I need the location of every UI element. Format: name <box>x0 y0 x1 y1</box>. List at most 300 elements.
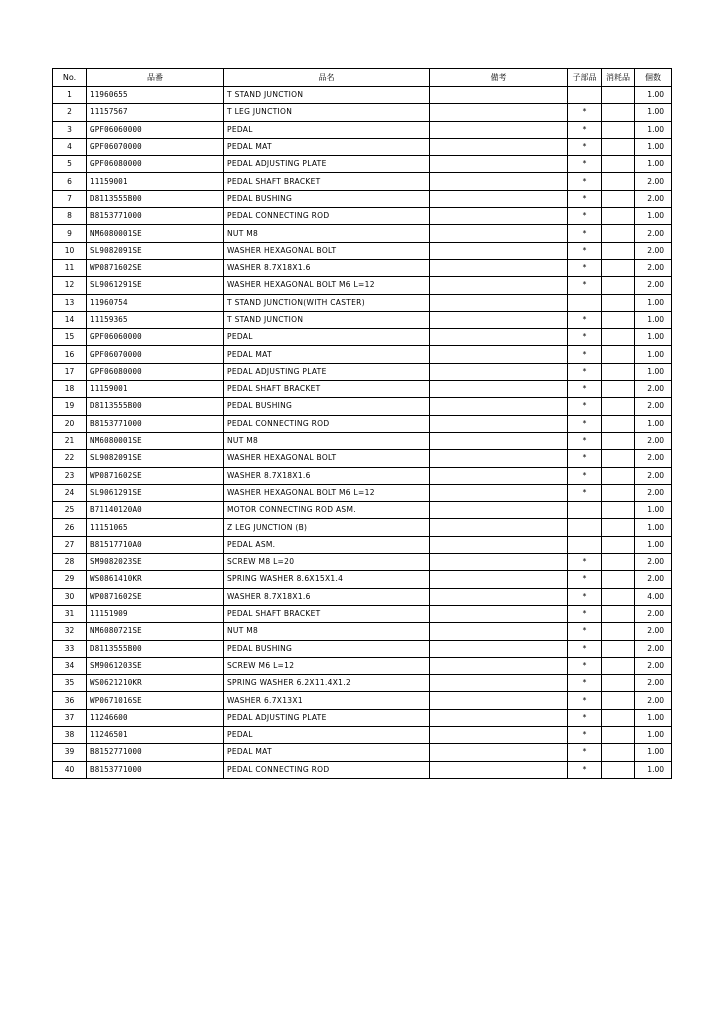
row-number: 2 <box>53 104 87 121</box>
table-row <box>53 554 672 571</box>
table-row <box>53 277 672 294</box>
part-number: 11159365 <box>87 311 224 328</box>
row-number: 8 <box>53 208 87 225</box>
remarks-cell <box>430 346 568 363</box>
consumable-mark <box>602 381 635 398</box>
quantity: 2.00 <box>635 398 672 415</box>
header-quantity: 個数 <box>635 69 672 87</box>
consumable-mark <box>602 519 635 536</box>
quantity: 2.00 <box>635 657 672 674</box>
row-number: 23 <box>53 467 87 484</box>
consumable-mark <box>602 657 635 674</box>
row-number: 32 <box>53 623 87 640</box>
consumable-mark <box>602 104 635 121</box>
consumable-mark <box>602 277 635 294</box>
remarks-cell <box>430 381 568 398</box>
row-number: 18 <box>53 381 87 398</box>
table-row <box>53 709 672 726</box>
quantity: 2.00 <box>635 173 672 190</box>
table-row <box>53 208 672 225</box>
part-number: WP0871602SE <box>87 259 224 276</box>
quantity: 1.00 <box>635 415 672 432</box>
part-number: 11960655 <box>87 87 224 104</box>
part-number: GPF06080000 <box>87 156 224 173</box>
table-row <box>53 398 672 415</box>
sub-part-mark: * <box>568 605 602 622</box>
sub-part-mark: * <box>568 709 602 726</box>
remarks-cell <box>430 484 568 501</box>
remarks-cell <box>430 761 568 778</box>
consumable-mark <box>602 121 635 138</box>
table-row <box>53 675 672 692</box>
part-number: 11159001 <box>87 381 224 398</box>
row-number: 1 <box>53 87 87 104</box>
part-number: SL9082091SE <box>87 242 224 259</box>
table-row <box>53 363 672 380</box>
row-number: 4 <box>53 138 87 155</box>
sub-part-mark <box>568 294 602 311</box>
part-number: WS0861410KR <box>87 571 224 588</box>
table-row <box>53 623 672 640</box>
table-row <box>53 242 672 259</box>
quantity: 1.00 <box>635 346 672 363</box>
remarks-cell <box>430 104 568 121</box>
quantity: 4.00 <box>635 588 672 605</box>
sub-part-mark: * <box>568 554 602 571</box>
part-number: NM6080001SE <box>87 432 224 449</box>
table-row <box>53 225 672 242</box>
consumable-mark <box>602 605 635 622</box>
table-row <box>53 692 672 709</box>
part-name: PEDAL SHAFT BRACKET <box>224 605 430 622</box>
part-name: WASHER 8.7X18X1.6 <box>224 259 430 276</box>
consumable-mark <box>602 363 635 380</box>
part-name: WASHER 6.7X13X1 <box>224 692 430 709</box>
remarks-cell <box>430 311 568 328</box>
consumable-mark <box>602 138 635 155</box>
header-sub-part: 子部品 <box>568 69 602 87</box>
table-row <box>53 726 672 743</box>
remarks-cell <box>430 121 568 138</box>
remarks-cell <box>430 588 568 605</box>
sub-part-mark: * <box>568 467 602 484</box>
row-number: 35 <box>53 675 87 692</box>
sub-part-mark: * <box>568 208 602 225</box>
consumable-mark <box>602 726 635 743</box>
part-name: PEDAL CONNECTING ROD <box>224 415 430 432</box>
remarks-cell <box>430 277 568 294</box>
remarks-cell <box>430 744 568 761</box>
sub-part-mark: * <box>568 450 602 467</box>
sub-part-mark: * <box>568 675 602 692</box>
consumable-mark <box>602 450 635 467</box>
row-number: 40 <box>53 761 87 778</box>
remarks-cell <box>430 536 568 553</box>
row-number: 30 <box>53 588 87 605</box>
table-row <box>53 173 672 190</box>
sub-part-mark: * <box>568 138 602 155</box>
quantity: 1.00 <box>635 104 672 121</box>
consumable-mark <box>602 208 635 225</box>
part-name: WASHER HEXAGONAL BOLT <box>224 242 430 259</box>
row-number: 3 <box>53 121 87 138</box>
row-number: 29 <box>53 571 87 588</box>
quantity: 2.00 <box>635 277 672 294</box>
quantity: 1.00 <box>635 311 672 328</box>
consumable-mark <box>602 398 635 415</box>
sub-part-mark: * <box>568 329 602 346</box>
remarks-cell <box>430 554 568 571</box>
quantity: 1.00 <box>635 761 672 778</box>
row-number: 38 <box>53 726 87 743</box>
row-number: 26 <box>53 519 87 536</box>
table-row <box>53 484 672 501</box>
part-number: WP0671016SE <box>87 692 224 709</box>
quantity: 2.00 <box>635 623 672 640</box>
quantity: 2.00 <box>635 675 672 692</box>
parts-list-table <box>52 68 672 779</box>
consumable-mark <box>602 242 635 259</box>
quantity: 1.00 <box>635 87 672 104</box>
part-number: GPF06060000 <box>87 329 224 346</box>
remarks-cell <box>430 640 568 657</box>
part-number: WP0871602SE <box>87 467 224 484</box>
part-number: B81517710A0 <box>87 536 224 553</box>
part-name: PEDAL ADJUSTING PLATE <box>224 709 430 726</box>
remarks-cell <box>430 173 568 190</box>
part-number: WP0871602SE <box>87 588 224 605</box>
quantity: 1.00 <box>635 519 672 536</box>
table-row <box>53 536 672 553</box>
part-number: D8113555B00 <box>87 398 224 415</box>
remarks-cell <box>430 605 568 622</box>
sub-part-mark: * <box>568 242 602 259</box>
part-number: 11960754 <box>87 294 224 311</box>
consumable-mark <box>602 623 635 640</box>
sub-part-mark: * <box>568 311 602 328</box>
sub-part-mark: * <box>568 173 602 190</box>
sub-part-mark: * <box>568 381 602 398</box>
consumable-mark <box>602 415 635 432</box>
part-name: PEDAL <box>224 329 430 346</box>
sub-part-mark: * <box>568 623 602 640</box>
row-number: 34 <box>53 657 87 674</box>
part-name: T STAND JUNCTION <box>224 87 430 104</box>
part-number: B8153771000 <box>87 761 224 778</box>
quantity: 1.00 <box>635 156 672 173</box>
row-number: 10 <box>53 242 87 259</box>
part-name: PEDAL MAT <box>224 744 430 761</box>
part-name: PEDAL ASM. <box>224 536 430 553</box>
sub-part-mark: * <box>568 761 602 778</box>
table-row <box>53 761 672 778</box>
table-row <box>53 450 672 467</box>
sub-part-mark <box>568 536 602 553</box>
remarks-cell <box>430 190 568 207</box>
part-name: MOTOR CONNECTING ROD ASM. <box>224 502 430 519</box>
part-name: PEDAL CONNECTING ROD <box>224 761 430 778</box>
part-name: PEDAL ADJUSTING PLATE <box>224 156 430 173</box>
remarks-cell <box>430 726 568 743</box>
remarks-cell <box>430 363 568 380</box>
sub-part-mark: * <box>568 432 602 449</box>
row-number: 5 <box>53 156 87 173</box>
consumable-mark <box>602 225 635 242</box>
quantity: 2.00 <box>635 381 672 398</box>
table-row <box>53 156 672 173</box>
part-name: PEDAL BUSHING <box>224 398 430 415</box>
sub-part-mark: * <box>568 726 602 743</box>
part-name: WASHER HEXAGONAL BOLT <box>224 450 430 467</box>
consumable-mark <box>602 554 635 571</box>
quantity: 1.00 <box>635 121 672 138</box>
row-number: 12 <box>53 277 87 294</box>
quantity: 1.00 <box>635 329 672 346</box>
part-name: PEDAL SHAFT BRACKET <box>224 173 430 190</box>
remarks-cell <box>430 467 568 484</box>
header-part-number: 品番 <box>87 69 224 87</box>
table-row <box>53 744 672 761</box>
part-name: SCREW M6 L=12 <box>224 657 430 674</box>
part-number: 11157567 <box>87 104 224 121</box>
row-number: 36 <box>53 692 87 709</box>
part-name: SPRING WASHER 8.6X15X1.4 <box>224 571 430 588</box>
consumable-mark <box>602 87 635 104</box>
quantity: 1.00 <box>635 363 672 380</box>
sub-part-mark: * <box>568 190 602 207</box>
part-name: PEDAL <box>224 726 430 743</box>
part-number: NM6080721SE <box>87 623 224 640</box>
row-number: 24 <box>53 484 87 501</box>
table-row <box>53 294 672 311</box>
part-number: 11159001 <box>87 173 224 190</box>
remarks-cell <box>430 138 568 155</box>
part-number: SM9082023SE <box>87 554 224 571</box>
remarks-cell <box>430 225 568 242</box>
consumable-mark <box>602 346 635 363</box>
part-number: GPF06070000 <box>87 346 224 363</box>
part-number: SM9061203SE <box>87 657 224 674</box>
quantity: 1.00 <box>635 502 672 519</box>
part-number: 11246600 <box>87 709 224 726</box>
part-number: SL9061291SE <box>87 277 224 294</box>
row-number: 6 <box>53 173 87 190</box>
part-name: PEDAL <box>224 121 430 138</box>
consumable-mark <box>602 536 635 553</box>
remarks-cell <box>430 623 568 640</box>
sub-part-mark: * <box>568 640 602 657</box>
sub-part-mark: * <box>568 692 602 709</box>
part-number: B8153771000 <box>87 415 224 432</box>
remarks-cell <box>430 692 568 709</box>
consumable-mark <box>602 502 635 519</box>
quantity: 2.00 <box>635 554 672 571</box>
part-number: GPF06060000 <box>87 121 224 138</box>
remarks-cell <box>430 502 568 519</box>
remarks-cell <box>430 657 568 674</box>
consumable-mark <box>602 156 635 173</box>
row-number: 19 <box>53 398 87 415</box>
sub-part-mark: * <box>568 484 602 501</box>
part-name: T STAND JUNCTION(WITH CASTER) <box>224 294 430 311</box>
sub-part-mark: * <box>568 259 602 276</box>
remarks-cell <box>430 87 568 104</box>
table-row <box>53 87 672 104</box>
table-row <box>53 259 672 276</box>
part-name: NUT M8 <box>224 623 430 640</box>
row-number: 27 <box>53 536 87 553</box>
part-name: WASHER 8.7X18X1.6 <box>224 588 430 605</box>
table-row <box>53 657 672 674</box>
part-number: B8153771000 <box>87 208 224 225</box>
table-row <box>53 311 672 328</box>
table-row <box>53 467 672 484</box>
table-row <box>53 519 672 536</box>
consumable-mark <box>602 692 635 709</box>
consumable-mark <box>602 571 635 588</box>
part-name: T STAND JUNCTION <box>224 311 430 328</box>
consumable-mark <box>602 675 635 692</box>
part-number: D8113555B00 <box>87 190 224 207</box>
part-number: B8152771000 <box>87 744 224 761</box>
quantity: 1.00 <box>635 138 672 155</box>
remarks-cell <box>430 675 568 692</box>
quantity: 1.00 <box>635 536 672 553</box>
part-number: SL9061291SE <box>87 484 224 501</box>
table-row <box>53 502 672 519</box>
consumable-mark <box>602 484 635 501</box>
quantity: 2.00 <box>635 640 672 657</box>
row-number: 21 <box>53 432 87 449</box>
part-name: PEDAL ADJUSTING PLATE <box>224 363 430 380</box>
consumable-mark <box>602 329 635 346</box>
row-number: 25 <box>53 502 87 519</box>
part-name: PEDAL BUSHING <box>224 190 430 207</box>
quantity: 2.00 <box>635 605 672 622</box>
consumable-mark <box>602 588 635 605</box>
sub-part-mark: * <box>568 104 602 121</box>
row-number: 16 <box>53 346 87 363</box>
sub-part-mark: * <box>568 121 602 138</box>
consumable-mark <box>602 190 635 207</box>
part-name: PEDAL MAT <box>224 346 430 363</box>
sub-part-mark: * <box>568 744 602 761</box>
table-row <box>53 588 672 605</box>
table-row <box>53 571 672 588</box>
consumable-mark <box>602 432 635 449</box>
quantity: 1.00 <box>635 208 672 225</box>
part-number: D8113555B00 <box>87 640 224 657</box>
table-row <box>53 104 672 121</box>
sub-part-mark: * <box>568 588 602 605</box>
quantity: 2.00 <box>635 450 672 467</box>
table-row <box>53 329 672 346</box>
row-number: 33 <box>53 640 87 657</box>
part-number: WS0621210KR <box>87 675 224 692</box>
consumable-mark <box>602 311 635 328</box>
part-number: 11246501 <box>87 726 224 743</box>
header-remarks: 備考 <box>430 69 568 87</box>
row-number: 14 <box>53 311 87 328</box>
consumable-mark <box>602 709 635 726</box>
table-row <box>53 432 672 449</box>
part-name: NUT M8 <box>224 225 430 242</box>
sub-part-mark: * <box>568 225 602 242</box>
row-number: 17 <box>53 363 87 380</box>
consumable-mark <box>602 294 635 311</box>
row-number: 9 <box>53 225 87 242</box>
sub-part-mark <box>568 502 602 519</box>
row-number: 20 <box>53 415 87 432</box>
part-number: GPF06070000 <box>87 138 224 155</box>
part-name: WASHER HEXAGONAL BOLT M6 L=12 <box>224 277 430 294</box>
consumable-mark <box>602 467 635 484</box>
remarks-cell <box>430 398 568 415</box>
part-name: PEDAL MAT <box>224 138 430 155</box>
part-name: PEDAL BUSHING <box>224 640 430 657</box>
remarks-cell <box>430 450 568 467</box>
remarks-cell <box>430 571 568 588</box>
remarks-cell <box>430 329 568 346</box>
remarks-cell <box>430 156 568 173</box>
quantity: 1.00 <box>635 744 672 761</box>
sub-part-mark: * <box>568 363 602 380</box>
part-name: PEDAL CONNECTING ROD <box>224 208 430 225</box>
quantity: 1.00 <box>635 726 672 743</box>
part-name: SPRING WASHER 6.2X11.4X1.2 <box>224 675 430 692</box>
remarks-cell <box>430 519 568 536</box>
sub-part-mark: * <box>568 415 602 432</box>
table-row <box>53 605 672 622</box>
table-row <box>53 346 672 363</box>
row-number: 22 <box>53 450 87 467</box>
part-number: SL9082091SE <box>87 450 224 467</box>
part-name: SCREW M8 L=20 <box>224 554 430 571</box>
part-number: GPF06080000 <box>87 363 224 380</box>
part-name: WASHER 8.7X18X1.6 <box>224 467 430 484</box>
sub-part-mark: * <box>568 571 602 588</box>
remarks-cell <box>430 432 568 449</box>
header-part-name: 品名 <box>224 69 430 87</box>
table-body <box>53 87 672 779</box>
consumable-mark <box>602 744 635 761</box>
row-number: 11 <box>53 259 87 276</box>
table-row <box>53 381 672 398</box>
part-number: 11151065 <box>87 519 224 536</box>
quantity: 1.00 <box>635 709 672 726</box>
sub-part-mark: * <box>568 657 602 674</box>
part-number: B71140120A0 <box>87 502 224 519</box>
remarks-cell <box>430 415 568 432</box>
table-row <box>53 415 672 432</box>
quantity: 2.00 <box>635 484 672 501</box>
row-number: 15 <box>53 329 87 346</box>
row-number: 28 <box>53 554 87 571</box>
table-header-row <box>53 69 672 87</box>
row-number: 7 <box>53 190 87 207</box>
quantity: 1.00 <box>635 294 672 311</box>
header-consumable: 消耗品 <box>602 69 635 87</box>
consumable-mark <box>602 259 635 276</box>
sub-part-mark: * <box>568 156 602 173</box>
row-number: 39 <box>53 744 87 761</box>
remarks-cell <box>430 242 568 259</box>
consumable-mark <box>602 640 635 657</box>
table-row <box>53 640 672 657</box>
table-row <box>53 121 672 138</box>
quantity: 2.00 <box>635 692 672 709</box>
quantity: 2.00 <box>635 259 672 276</box>
